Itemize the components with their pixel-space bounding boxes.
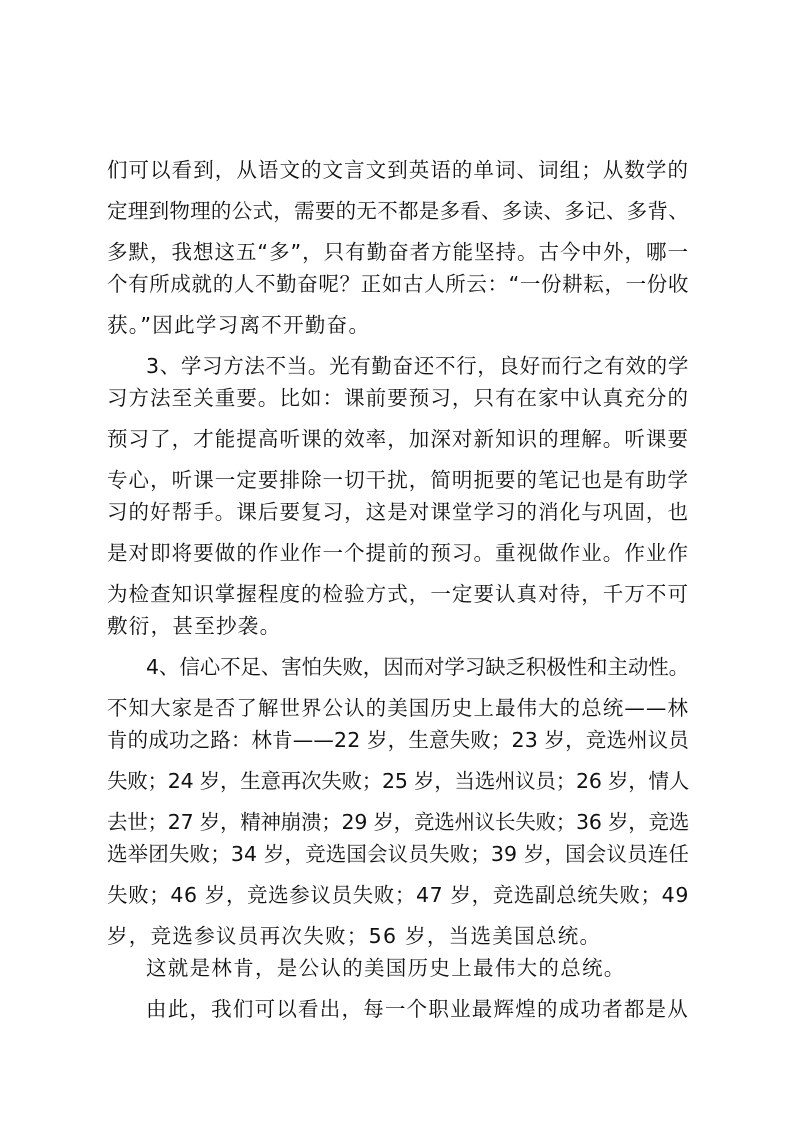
text-line: 由此，我们可以看出，每一个职业最辉煌的成功者都是从 (146, 997, 689, 1021)
text-line: 习的好帮手。课后要复习，这是对课堂学习的消化与巩固，也 (107, 500, 689, 524)
text-line: 习方法至关重要。比如：课前要预习，只有在家中认真充分的 (107, 386, 689, 410)
text-line: 个有所成就的人不勤奋呢？正如古人所云：“一份耕耘，一份收 (107, 272, 689, 296)
text-line: 岁，竞选参议员再次失败；56 岁，当选美国总统。 (107, 924, 602, 948)
text-line: 预习了，才能提高听课的效率，加深对新知识的理解。听课要 (107, 427, 689, 451)
text-line: 4、信心不足、害怕失败，因而对学习缺乏积极性和主动性。 (146, 655, 689, 679)
text-line: 选举团失败；34 岁，竞选国会议员失败；39 岁，国会议员连任 (107, 842, 689, 866)
text-line: 们可以看到，从语文的文言文到英语的单词、词组；从数学的 (107, 158, 689, 182)
text-line: 失败；24 岁，生意再次失败；25 岁，当选州议员；26 岁，情人 (107, 769, 689, 793)
text-line: 获。”因此学习离不开勤奋。 (107, 313, 371, 337)
text-line: 定理到物理的公式，需要的无不都是多看、多读、多记、多背、 (107, 199, 689, 223)
text-line: 敷衍，甚至抄袭。 (107, 614, 282, 638)
text-line: 3、学习方法不当。光有勤奋还不行，良好而行之有效的学 (146, 354, 689, 378)
text-line: 肯的成功之路：林肯——22 岁，生意失败；23 岁，竞选州议员 (107, 728, 689, 752)
text-line: 失败；46 岁，竞选参议员失败；47 岁，竞选副总统失败；49 (107, 883, 689, 907)
text-line: 是对即将要做的作业作一个提前的预习。重视做作业。作业作 (107, 541, 689, 565)
text-line: 多默，我想这五“多”，只有勤奋者方能坚持。古今中外，哪一 (107, 240, 689, 264)
text-line: 不知大家是否了解世界公认的美国历史上最伟大的总统——林 (107, 696, 689, 720)
text-line: 专心，听课一定要排除一切干扰，简明扼要的笔记也是有助学 (107, 468, 689, 492)
text-line: 去世；27 岁，精神崩溃；29 岁，竞选州议长失败；36 岁，竞选 (107, 810, 689, 834)
text-line: 为检查知识掌握程度的检验方式，一定要认真对待，千万不可 (107, 582, 689, 606)
text-line: 这就是林肯，是公认的美国历史上最伟大的总统。 (146, 956, 626, 980)
